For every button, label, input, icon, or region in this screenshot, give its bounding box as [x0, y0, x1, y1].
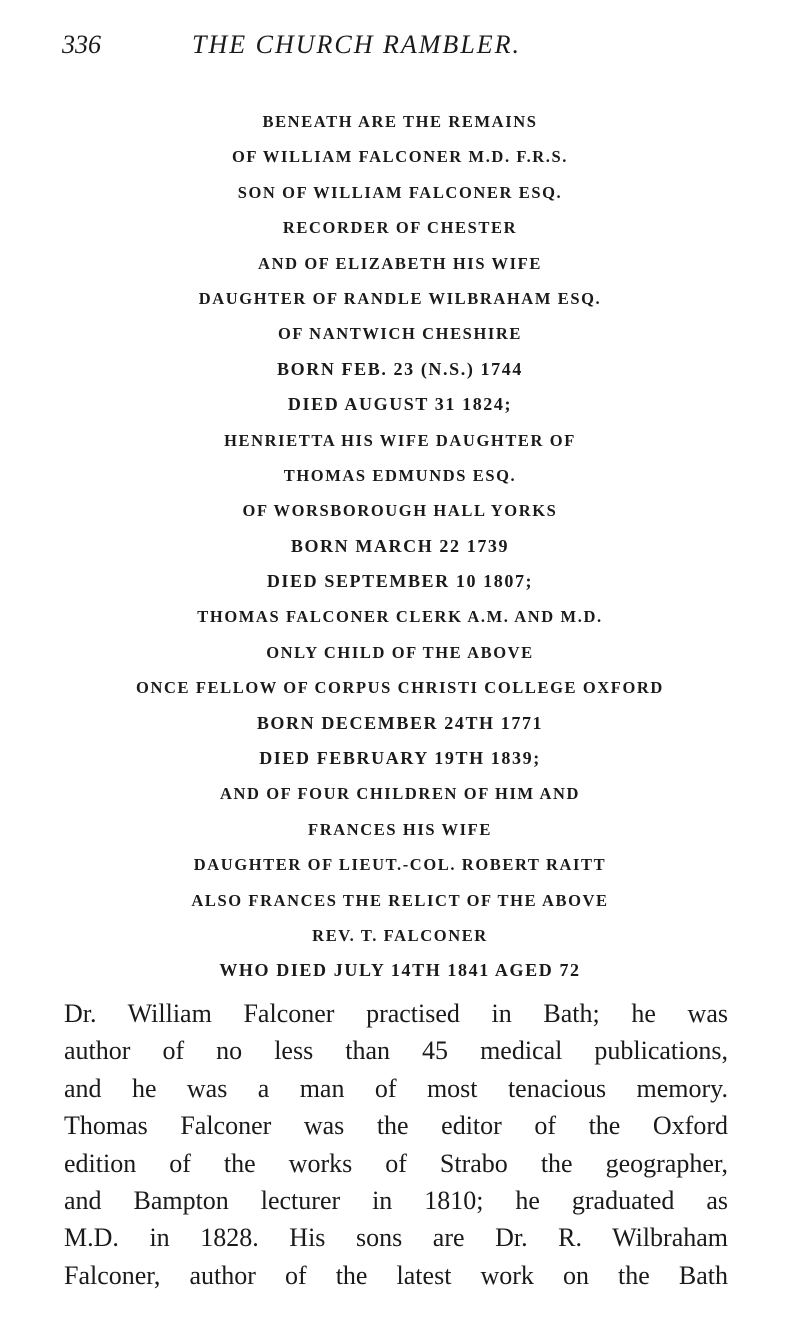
inscription-line: DAUGHTER OF RANDLE WILBRAHAM ESQ.	[198, 288, 602, 308]
inscription-line: BORN MARCH 22 1739	[290, 535, 510, 556]
inscription-line: ALSO FRANCES THE RELICT OF THE ABOVE	[191, 890, 609, 910]
inscription-line: ONCE FELLOW OF CORPUS CHRISTI COLLEGE OXFORD	[136, 678, 664, 698]
inscription-line: ONLY CHILD OF THE ABOVE	[266, 642, 534, 662]
epitaph-inscription	[0, 104, 800, 989]
inscription-line: FRANCES HIS WIFE	[308, 819, 492, 839]
inscription-line: OF NANTWICH CHESHIRE	[277, 324, 523, 344]
inscription-line: RECORDER OF CHESTER	[282, 218, 518, 238]
paragraph-line: Dr. William Falconer practised in Bath; he was	[64, 999, 728, 1028]
inscription-line: OF WILLIAM FALCONER M.D. F.R.S.	[231, 147, 569, 167]
body-paragraph	[64, 995, 728, 1294]
inscription-line: BORN DECEMBER 24TH 1771	[256, 712, 544, 733]
inscription-line: OF WORSBOROUGH HALL YORKS	[242, 501, 558, 521]
inscription-line: HENRIETTA HIS WIFE DAUGHTER OF	[224, 430, 576, 450]
inscription-line: AND OF FOUR CHILDREN OF HIM AND	[219, 784, 581, 804]
page-number: 336	[62, 30, 101, 59]
paragraph-line: author of no less than 45 medical publications,	[64, 1036, 728, 1066]
paragraph-line: and Bampton lecturer in 1810; he graduated as	[64, 1185, 728, 1215]
paragraph-line: M.D. in 1828. His sons are Dr. R. Wilbraham	[64, 1223, 728, 1253]
page-header	[62, 30, 742, 64]
inscription-line: AND OF ELIZABETH HIS WIFE	[258, 253, 542, 273]
inscription-line: DIED FEBRUARY 19TH 1839;	[259, 748, 541, 769]
running-title: THE CHURCH RAMBLER.	[192, 30, 522, 59]
inscription-line: BORN FEB. 23 (N.S.) 1744	[277, 358, 523, 379]
inscription-line: WHO DIED JULY 14TH 1841 AGED 72	[219, 960, 581, 981]
inscription-line: DIED SEPTEMBER 10 1807;	[266, 571, 534, 592]
paragraph-line: Thomas Falconer was the editor of the Oxford	[64, 1111, 728, 1141]
inscription-line: REV. T. FALCONER	[312, 925, 488, 945]
inscription-line: DIED AUGUST 31 1824;	[287, 394, 513, 415]
paragraph-line: Falconer, author of the latest work on the Bath	[64, 1260, 728, 1290]
inscription-line: DAUGHTER OF LIEUT.-COL. ROBERT RAITT	[193, 855, 607, 875]
paragraph-line: edition of the works of Strabo the geographer,	[64, 1148, 728, 1178]
inscription-line: THOMAS FALCONER CLERK A.M. AND M.D.	[197, 607, 603, 627]
inscription-line: SON OF WILLIAM FALCONER ESQ.	[237, 182, 563, 202]
paragraph-line: and he was a man of most tenacious memory.	[64, 1073, 728, 1103]
inscription-line: THOMAS EDMUNDS ESQ.	[283, 465, 517, 485]
inscription-line: BENEATH ARE THE REMAINS	[262, 112, 538, 131]
